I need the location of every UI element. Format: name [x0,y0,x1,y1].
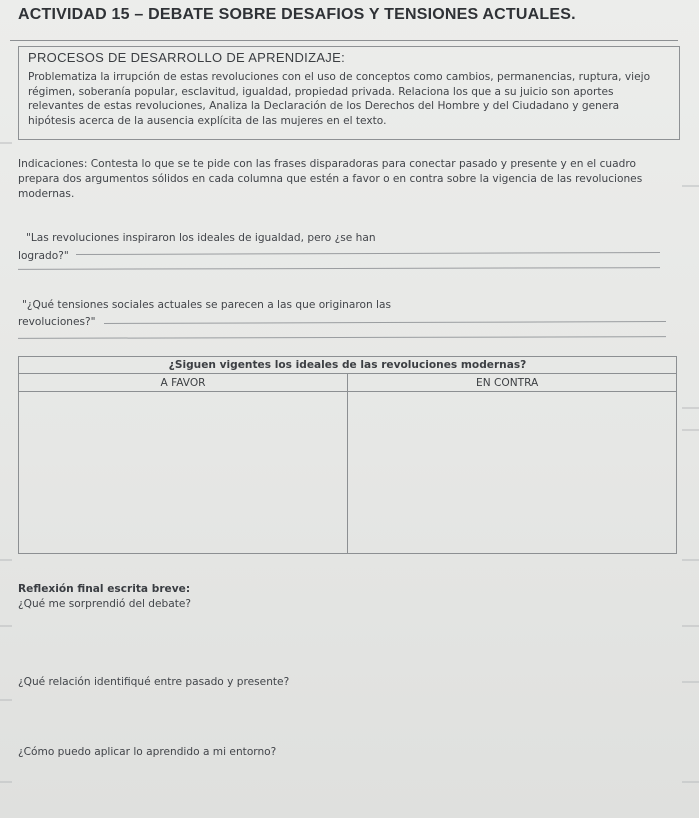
prompt-2-line-2: revoluciones?" [18,316,96,328]
column-a-favor-header: A FAVOR [19,374,348,392]
prompt-1-line-1: "Las revoluciones inspiraron los ideales de igualdad, pero ¿se han [26,232,376,244]
learning-processes-text: Problematiza la irrupción de estas revoluciones con el uso de conceptos como cambios, permanencias, ruptura, viejo régimen, soberanía popular, esclavitud, igualdad, propiedad privada. Relaciona los que a su juicio son aportes relevantes de estas revoluciones, Analiza la Declaración de los Derechos del Hombre y del Ciudadano y genera hipótesis acerca de la ausencia explícita de las mujeres en el texto. [28,71,651,127]
page-edge-marks [676,0,699,818]
reflection-question-2: ¿Qué relación identifiqué entre pasado y presente? [18,676,290,688]
answer-line-2b[interactable] [18,336,666,339]
debate-table-heading: ¿Siguen vigentes los ideales de las revoluciones modernas? [19,357,677,374]
en-contra-answer-cell[interactable] [348,392,677,554]
reflection-question-3: ¿Cómo puedo aplicar lo aprendido a mi entorno? [18,746,277,758]
reflection-question-1: ¿Qué me sorprendió del debate? [18,598,192,610]
prompt-2-line-1: "¿Qué tensiones sociales actuales se parecen a las que originaron las [22,299,391,311]
reflection-answer-2[interactable] [18,690,668,742]
answer-line-1b[interactable] [18,267,660,270]
learning-processes-heading: PROCESOS DE DESARROLLO DE APRENDIZAJE: [28,50,345,65]
debate-table [18,356,677,554]
title-divider [10,40,678,41]
a-favor-answer-cell[interactable] [19,392,348,554]
page-title: ACTIVIDAD 15 – DEBATE SOBRE DESAFIOS Y TENSIONES ACTUALES. [18,6,576,23]
instructions-text: Indicaciones: Contesta lo que se te pide con las frases disparadoras para conectar pasado y presente y en el cuadro prepara dos argumentos sólidos en cada columna que estén a favor o en contra sobre la vigencia de las revoluciones modernas. [18,158,643,200]
column-en-contra-header: EN CONTRA [348,374,677,392]
reflection-answer-3[interactable] [18,760,668,812]
left-edge-marks [0,0,14,818]
answer-line-2a[interactable] [104,321,666,324]
prompt-1-line-2: logrado?" [18,250,69,262]
reflection-answer-1[interactable] [18,612,668,670]
answer-line-1a[interactable] [76,252,660,255]
reflection-heading: Reflexión final escrita breve: [18,583,191,595]
